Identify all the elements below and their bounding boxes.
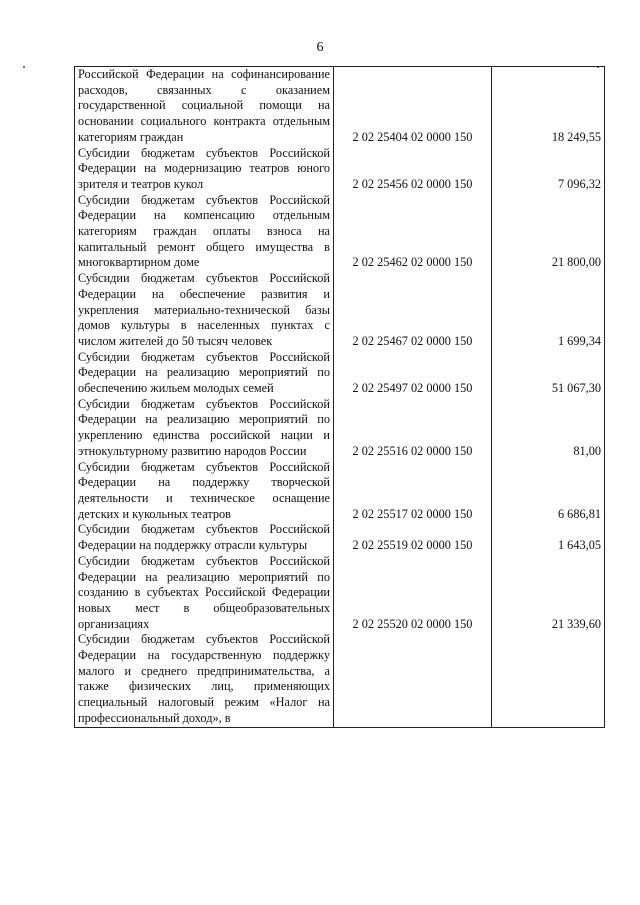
row-amount-cell: 1 699,34: [492, 271, 605, 350]
row-code-cell: 2 02 25519 02 0000 150: [334, 522, 492, 553]
row-code-cell: 2 02 25467 02 0000 150: [334, 271, 492, 350]
table-row: [75, 522, 605, 553]
row-name-cell: Субсидии бюджетам субъектов Российской Федерации на государственную поддержку малого и среднего предпринимательства, а также физических лиц, применяющих специальный налоговый режим «Налог на профессиональный доход», в: [75, 632, 334, 727]
row-name-cell: Субсидии бюджетам субъектов Российской Федерации на реализацию мероприятий по обеспечению жильем молодых семей: [75, 350, 334, 397]
row-amount-cell: [492, 632, 605, 727]
table-row: [75, 146, 605, 193]
row-name-cell: Субсидии бюджетам субъектов Российской Федерации на поддержку творческой деятельности и техническое оснащение детских и кукольных театров: [75, 460, 334, 523]
row-name-cell: Субсидии бюджетам субъектов Российской Федерации на реализацию мероприятий по созданию в субъектах Российской Федерации новых мест в общеобразовательных организациях: [75, 554, 334, 633]
row-code-cell: [334, 632, 492, 727]
table-row: [75, 193, 605, 272]
row-code-cell: 2 02 25520 02 0000 150: [334, 554, 492, 633]
row-amount-cell: 1 643,05: [492, 522, 605, 553]
row-name-cell: Субсидии бюджетам субъектов Российской Федерации на компенсацию отдельным категориям граждан оплаты взноса на капитальный ремонт общего имущества в многоквартирном доме: [75, 193, 334, 272]
row-amount-cell: 18 249,55: [492, 67, 605, 146]
table-row: [75, 67, 605, 146]
row-amount-cell: 81,00: [492, 397, 605, 460]
row-name-cell: Субсидии бюджетам субъектов Российской Федерации на модернизацию театров юного зрителя и театров кукол: [75, 146, 334, 193]
row-code-cell: 2 02 25462 02 0000 150: [334, 193, 492, 272]
table-row: [75, 350, 605, 397]
table-body: [75, 67, 605, 728]
table-row: [75, 554, 605, 633]
row-code-cell: 2 02 25404 02 0000 150: [334, 67, 492, 146]
table-row: [75, 632, 605, 727]
table-row: [75, 460, 605, 523]
table-row: [75, 271, 605, 350]
row-code-cell: 2 02 25517 02 0000 150: [334, 460, 492, 523]
row-name-cell: Субсидии бюджетам субъектов Российской Федерации на реализацию мероприятий по укреплению единства российской нации и этнокультурному развитию народов России: [75, 397, 334, 460]
row-code-cell: 2 02 25456 02 0000 150: [334, 146, 492, 193]
row-amount-cell: 21 339,60: [492, 554, 605, 633]
row-name-cell: Субсидии бюджетам субъектов Российской Федерации на поддержку отрасли культуры: [75, 522, 334, 553]
scan-speck: [23, 66, 25, 68]
row-code-cell: 2 02 25516 02 0000 150: [334, 397, 492, 460]
table-row: [75, 397, 605, 460]
row-amount-cell: 51 067,30: [492, 350, 605, 397]
row-amount-cell: 21 800,00: [492, 193, 605, 272]
row-name-cell: Российской Федерации на софинансирование расходов, связанных с оказанием государственной социальной помощи на основании социального контракта отдельным категориям граждан: [75, 67, 334, 146]
row-amount-cell: 6 686,81: [492, 460, 605, 523]
row-name-cell: Субсидии бюджетам субъектов Российской Федерации на обеспечение развития и укрепления материально-технической базы домов культуры в населенных пунктах с числом жителей до 50 тысяч человек: [75, 271, 334, 350]
page-number: 6: [316, 40, 324, 55]
row-amount-cell: 7 096,32: [492, 146, 605, 193]
budget-revenue-table: [74, 66, 605, 728]
row-code-cell: 2 02 25497 02 0000 150: [334, 350, 492, 397]
